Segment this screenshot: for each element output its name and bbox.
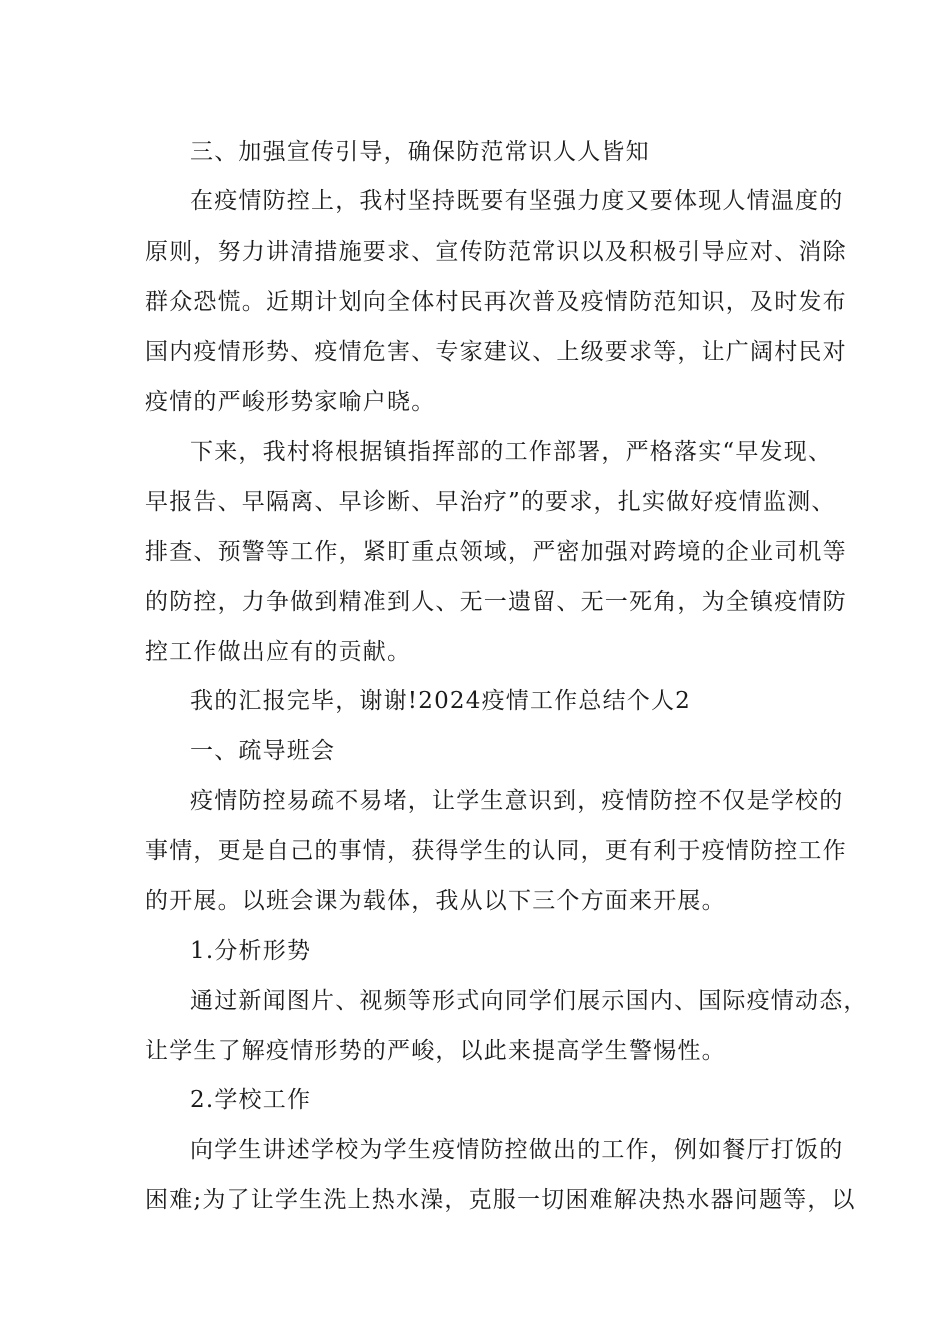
- paragraph-line: 在疫情防控上，我村坚持既要有坚强力度又要体现人情温度的: [190, 188, 844, 214]
- paragraph-line: 控工作做出应有的贡献。: [145, 639, 412, 665]
- paragraph-line: 的开展。以班会课为载体，我从以下三个方面来开展。: [145, 888, 726, 914]
- section-heading: 一、疏导班会: [190, 738, 336, 764]
- paragraph-line: 疫情的严峻形势家喻户晓。: [145, 389, 436, 415]
- paragraph-line: 早报告、早隔离、早诊断、早治疗”的要求，扎实做好疫情监测、: [145, 489, 836, 515]
- paragraph-line: 向学生讲述学校为学生疫情防控做出的工作，例如餐厅打饭的: [190, 1137, 844, 1163]
- paragraph-line: 排查、预警等工作，紧盯重点领域，严密加强对跨境的企业司机等: [145, 539, 847, 565]
- paragraph-line: 原则，努力讲清措施要求、宣传防范常识以及积极引导应对、消除: [145, 239, 847, 265]
- paragraph-line: 国内疫情形势、疫情危害、专家建议、上级要求等，让广阔村民对: [145, 339, 847, 365]
- paragraph-line: 下来，我村将根据镇指挥部的工作部署，严格落实“早发现、: [190, 439, 833, 465]
- paragraph-line: 我的汇报完毕，谢谢!2024疫情工作总结个人2: [190, 688, 692, 714]
- subsection-heading: 2.学校工作: [190, 1087, 312, 1113]
- paragraph-line: 困难;为了让学生洗上热水澡，克服一切困难解决热水器问题等，以: [145, 1187, 856, 1213]
- paragraph-line: 通过新闻图片、视频等形式向同学们展示国内、国际疫情动态，: [190, 988, 868, 1014]
- paragraph-line: 的防控，力争做到精准到人、无一遗留、无一死角，为全镇疫情防: [145, 589, 847, 615]
- section-heading: 三、加强宣传引导，确保防范常识人人皆知: [190, 139, 650, 165]
- paragraph-line: 群众恐慌。近期计划向全体村民再次普及疫情防范知识，及时发布: [145, 289, 847, 315]
- paragraph-line: 事情，更是自己的事情，获得学生的认同，更有利于疫情防控工作: [145, 838, 847, 864]
- subsection-heading: 1.分析形势: [190, 938, 312, 964]
- paragraph-line: 疫情防控易疏不易堵，让学生意识到，疫情防控不仅是学校的: [190, 788, 844, 814]
- paragraph-line: 让学生了解疫情形势的严峻，以此来提高学生警惕性。: [145, 1038, 726, 1064]
